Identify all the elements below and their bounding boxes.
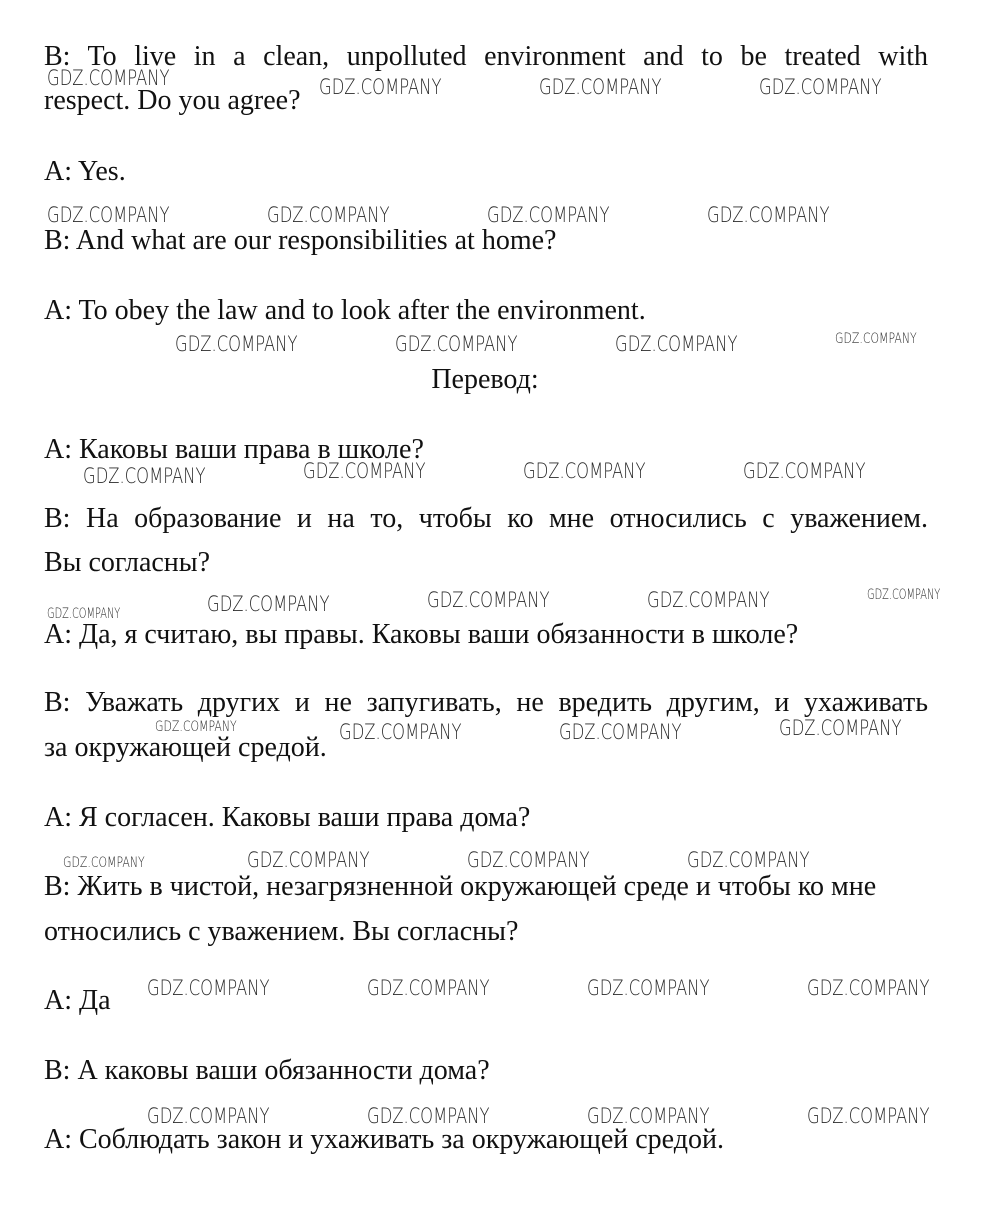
text-line: B: А каковы ваши обязанности дома?: [44, 1055, 490, 1086]
watermark: GDZ.COMPANY: [147, 976, 270, 1000]
watermark: GDZ.COMPANY: [647, 588, 770, 612]
watermark: GDZ.COMPANY: [467, 848, 590, 872]
watermark: GDZ.COMPANY: [759, 75, 882, 99]
text-line: Вы согласны?: [44, 547, 211, 578]
watermark: GDZ.COMPANY: [47, 66, 170, 90]
text-line: A: Я согласен. Каковы ваши права дома?: [44, 802, 531, 833]
watermark: GDZ.COMPANY: [83, 464, 206, 488]
watermark: GDZ.COMPANY: [539, 75, 662, 99]
watermark: GDZ.COMPANY: [867, 587, 941, 603]
watermark: GDZ.COMPANY: [207, 592, 330, 616]
watermark: GDZ.COMPANY: [487, 203, 610, 227]
watermark: GDZ.COMPANY: [559, 720, 682, 744]
watermark: GDZ.COMPANY: [339, 720, 462, 744]
watermark: GDZ.COMPANY: [155, 719, 237, 735]
text-line: respect. Do you agree?: [44, 85, 301, 116]
text-line: A: Соблюдать закон и ухаживать за окружающей средой.: [44, 1124, 724, 1155]
watermark: GDZ.COMPANY: [175, 332, 298, 356]
watermark: GDZ.COMPANY: [395, 332, 518, 356]
watermark: GDZ.COMPANY: [779, 716, 902, 740]
watermark: GDZ.COMPANY: [427, 588, 550, 612]
watermark: GDZ.COMPANY: [47, 606, 121, 622]
watermark: GDZ.COMPANY: [247, 848, 370, 872]
translation-heading: Перевод:: [431, 364, 539, 395]
watermark: GDZ.COMPANY: [267, 203, 390, 227]
watermark: GDZ.COMPANY: [587, 976, 710, 1000]
watermark: GDZ.COMPANY: [303, 459, 426, 483]
watermark: GDZ.COMPANY: [835, 331, 917, 347]
text-line: A: Да: [44, 985, 111, 1016]
text-line: относились с уважением. Вы согласны?: [44, 916, 519, 947]
watermark: GDZ.COMPANY: [367, 1104, 490, 1128]
text-line: A: To obey the law and to look after the environment.: [44, 295, 646, 326]
watermark: GDZ.COMPANY: [147, 1104, 270, 1128]
text-line: за окружающей средой.: [44, 732, 327, 763]
watermark: GDZ.COMPANY: [687, 848, 810, 872]
watermark: GDZ.COMPANY: [743, 459, 866, 483]
watermark: GDZ.COMPANY: [807, 976, 930, 1000]
watermark: GDZ.COMPANY: [707, 203, 830, 227]
text-line: A: Yes.: [44, 156, 126, 187]
text-line: B: Уважать других и не запугивать, не вредить другим, и ухаживать: [44, 687, 928, 718]
watermark: GDZ.COMPANY: [319, 75, 442, 99]
watermark: GDZ.COMPANY: [47, 203, 170, 227]
watermark: GDZ.COMPANY: [523, 459, 646, 483]
watermark: GDZ.COMPANY: [807, 1104, 930, 1128]
watermark: GDZ.COMPANY: [615, 332, 738, 356]
text-line: A: Да, я считаю, вы правы. Каковы ваши обязанности в школе?: [44, 619, 799, 650]
watermark: GDZ.COMPANY: [63, 855, 145, 871]
text-line: B: To live in a clean, unpolluted environment and to be treated with: [44, 41, 928, 72]
watermark: GDZ.COMPANY: [587, 1104, 710, 1128]
text-line: A: Каковы ваши права в школе?: [44, 434, 424, 465]
text-line: B: Жить в чистой, незагрязненной окружающей среде и чтобы ко мне: [44, 871, 877, 902]
text-line: B: На образование и на то, чтобы ко мне относились с уважением.: [44, 503, 928, 534]
watermark: GDZ.COMPANY: [367, 976, 490, 1000]
text-line: B: And what are our responsibilities at home?: [44, 225, 557, 256]
